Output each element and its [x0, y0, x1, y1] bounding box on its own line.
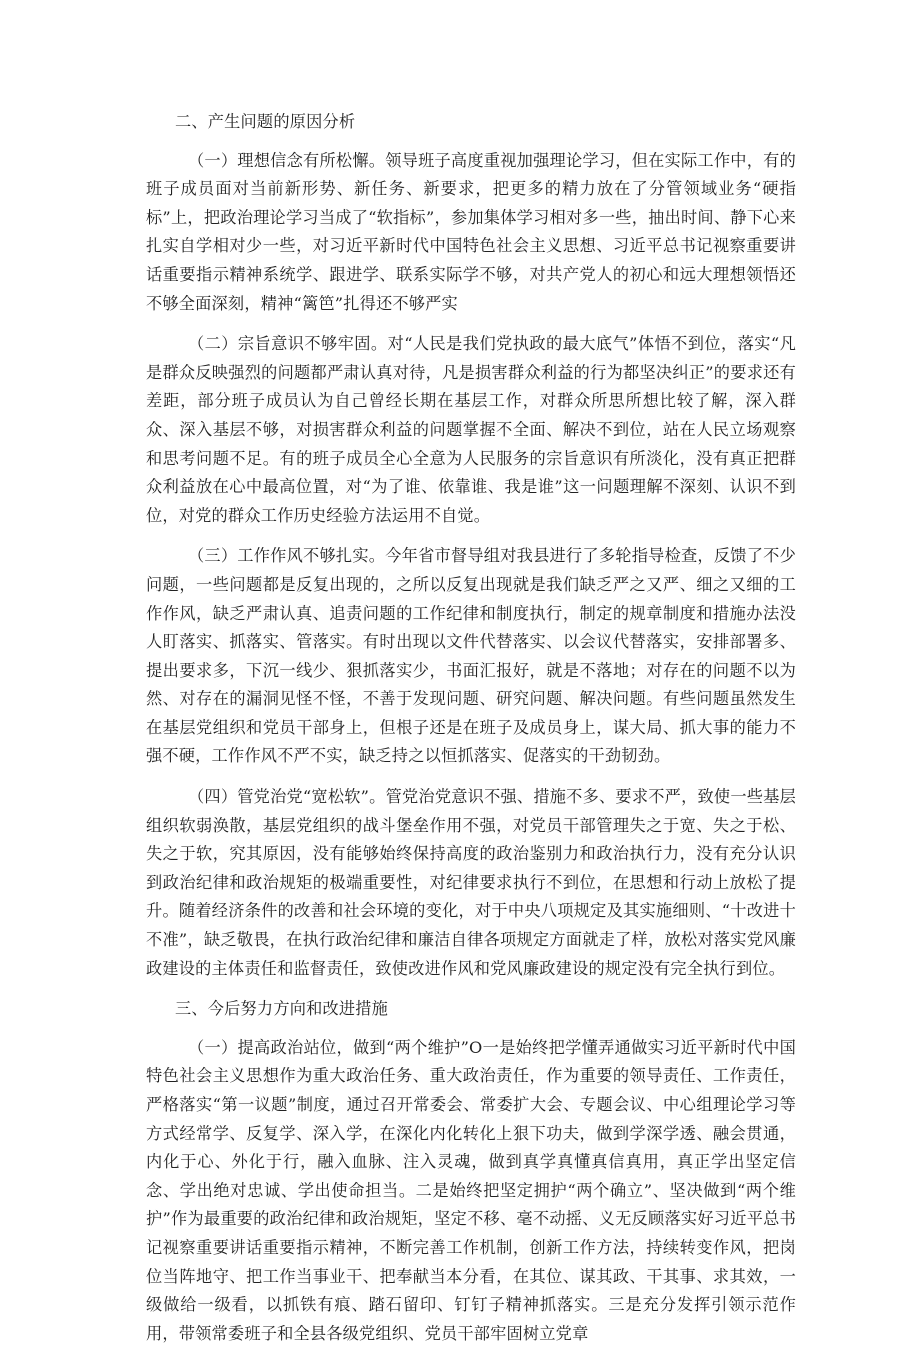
paragraph-work-style: （三）工作作风不够扎实。今年省市督导组对我县进行了多轮指导检查，反馈了不少问题，一些问题都是反复出现的，之所以反复出现就是我们缺乏严之又严、细之又细的工作作风，缺乏严肃认真、追责问题的工作纪律和制度执行，制定的规章制度和措施办法没人盯落实、抓落实、管落实。有时出现以文件代替落实、以会议代替落实，安排部署多、提出要求多，下沉一线少、狠抓落实少，书面汇报好，就是不落地；对存在的问题不以为然、对存在的漏洞见怪不怪，不善于发现问题、研究问题、解决问题。有些问题虽然发生在基层党组织和党员干部身上，但根子还是在班子及成员身上，谋大局、抓大事的能力不强不硬，工作作风不严不实，缺乏持之以恒抓落实、促落实的干劲韧劲。 [146, 546, 796, 766]
paragraph-ideals-belief: （一）理想信念有所松懈。领导班子高度重视加强理论学习，但在实际工作中，有的班子成员面对当前新形势、新任务、新要求，把更多的精力放在了分管领域业务“硬指标”上，把政治理论学习当成了“软指标”，参加集体学习相对多一些，抽出时间、静下心来扎实自学相对少一些，对习近平新时代中国特色社会主义思想、习近平总书记视察重要讲话重要指示精神系统学、跟进学、联系实际学不够，对共产党人的初心和远大理想领悟还不够全面深刻，精神“篱笆”扎得还不够严实 [146, 150, 796, 313]
section-heading-measures: 三、今后努力方向和改进措施 [175, 999, 389, 1019]
document-page [146, 108, 796, 1348]
section-heading-causes: 二、产生问题的原因分析 [175, 112, 356, 131]
paragraph-party-governance: （四）管党治党“宽松软”。管党治党意识不强、措施不多、要求不严，致使一些基层组织软弱涣散，基层党组织的战斗堡垒作用不强，对党员干部管理失之于宽、失之于松、失之于软，究其原因，没有能够始终保持高度的政治鉴别力和政治执行力，没有充分认识到政治纪律和政治规矩的极端重要性，对纪律要求执行不到位，在思想和行动上放松了提升。随着经济条件的改善和社会环境的变化，对于中央八项规定及其实施细则、“十改进十不准”，缺乏敬畏，在执行政治纪律和廉洁自律各项规定方面就走了样，放松对落实党风廉政建设的主体责任和监督责任，致使改进作风和党风廉政建设的规定没有完全执行到位。 [146, 787, 796, 978]
paragraph-purpose-awareness: （二）宗旨意识不够牢固。对“人民是我们党执政的最大底气”体悟不到位，落实“凡是群众反映强烈的问题都严肃认真对待，凡是损害群众利益的行为都坚决纠正”的要求还有差距，部分班子成员认为自己曾经长期在基层工作，对群众所思所想比较了解，深入群众、深入基层不够，对损害群众利益的问题掌握不全面、解决不到位，站在人民立场观察和思考问题不足。有的班子成员全心全意为人民服务的宗旨意识有所淡化，没有真正把群众利益放在心中最高位置，对“为了谁、依靠谁、我是谁”这一问题理解不深刻、认识不到位，对党的群众工作历史经验方法运用不自觉。 [146, 334, 796, 525]
paragraph-political-stance: （一）提高政治站位，做到“两个维护”O一是始终把学懂弄通做实习近平新时代中国特色社会主义思想作为重大政治任务、重大政治责任，作为重要的领导责任、工作责任，严格落实“第一议题”制度，通过召开常委会、常委扩大会、专题会议、中心组理论学习等方式经常学、反复学、深入学，在深化内化转化上狠下功夫，做到学深学透、融会贯通，内化于心、外化于行，融入血脉、注入灵魂，做到真学真懂真信真用，真正学出坚定信念、学出绝对忠诚、学出使命担当。二是始终把坚定拥护“两个确立”、坚决做到“两个维护”作为最重要的政治纪律和政治规矩，坚定不移、毫不动摇、义无反顾落实好习近平总书记视察重要讲话重要指示精神，不断完善工作机制，创新工作方法，持续转变作风，把岗位当阵地守、把工作当事业干、把奉献当本分看，在其位、谋其政、干其事、求其效，一级做给一级看，以抓铁有痕、踏石留印、钉钉子精神抓落实。三是充分发挥引领示范作用，带领常委班子和全县各级党组织、党员干部牢固树立党章 [146, 1037, 796, 1343]
